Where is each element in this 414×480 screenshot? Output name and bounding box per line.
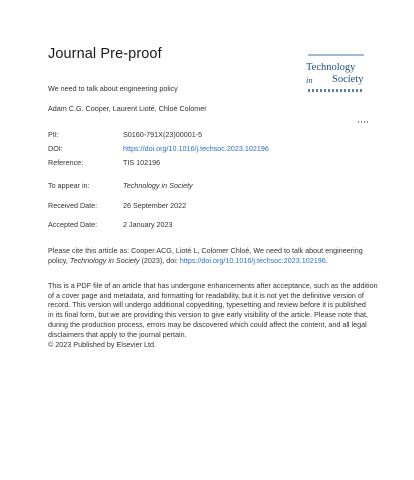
doi-link[interactable]: https://doi.org/10.1016/j.techsoc.2023.102196 (123, 144, 269, 153)
notice-line: record. This version will undergo additional copyediting, typesetting and review before it is published (48, 300, 366, 310)
page-title: Journal Pre-proof (48, 46, 162, 62)
copyright-notice: © 2023 Published by Elsevier Ltd. (48, 340, 156, 349)
article-authors: Adam C.G. Cooper, Laurent Lioté, Chloé Colomer (48, 104, 207, 113)
notice-line: This is a PDF file of an article that has undergone enhancements after acceptance, such as the addition (48, 281, 378, 290)
article-title: We need to talk about engineering policy (48, 84, 178, 93)
logo-rule (308, 54, 364, 56)
citation-prefix: policy, (48, 255, 70, 265)
accepted-date-label: Accepted Date: (48, 220, 98, 229)
citation-paragraph (48, 246, 378, 265)
logo-text-line1: Technology (306, 62, 356, 73)
received-date-value: 26 September 2022 (123, 201, 187, 210)
notice-paragraph (48, 281, 378, 339)
citation-line1: Please cite this article as: Cooper ACG, Lioté L, Colomer Chloé, We need to talk about engineering (48, 246, 363, 255)
logo-fine-print (308, 89, 364, 92)
reference-value: TIS 102196 (123, 158, 161, 167)
citation-suffix: . (325, 255, 328, 265)
decorative-mark (358, 121, 370, 123)
journal-name: Technology in Society (123, 181, 193, 190)
pii-value: S0160-791X(23)00001-5 (123, 130, 203, 139)
notice-line: during the production process, errors may be discovered which could affect the content, and all legal (48, 319, 367, 329)
received-date-label: Received Date: (48, 201, 98, 210)
notice-line: in its final form, but we are providing this version to give early visibility of the article. Please note that, (48, 310, 368, 320)
logo-text-line2: in (306, 75, 313, 85)
citation-line2 (48, 256, 378, 266)
citation-journal: Technology in Society (69, 255, 140, 265)
notice-line: of a cover page and metadata, and formatting for readability, but it is not yet the definitive version of (48, 290, 364, 300)
doi-label: DOI: (48, 144, 63, 153)
citation-doi-link[interactable]: https://doi.org/10.1016/j.techsoc.2023.102196 (179, 255, 326, 265)
citation-mid: (2023), doi: (139, 255, 180, 265)
journal-logo (306, 46, 368, 96)
pii-label: PII: (48, 130, 59, 139)
logo-text-line3: Society (332, 74, 364, 85)
notice-line: disclaimers that apply to the journal pertain. (48, 329, 187, 339)
accepted-date-value: 2 January 2023 (123, 220, 173, 229)
appear-in-label: To appear in: (48, 181, 90, 190)
reference-label: Reference: (48, 158, 84, 167)
